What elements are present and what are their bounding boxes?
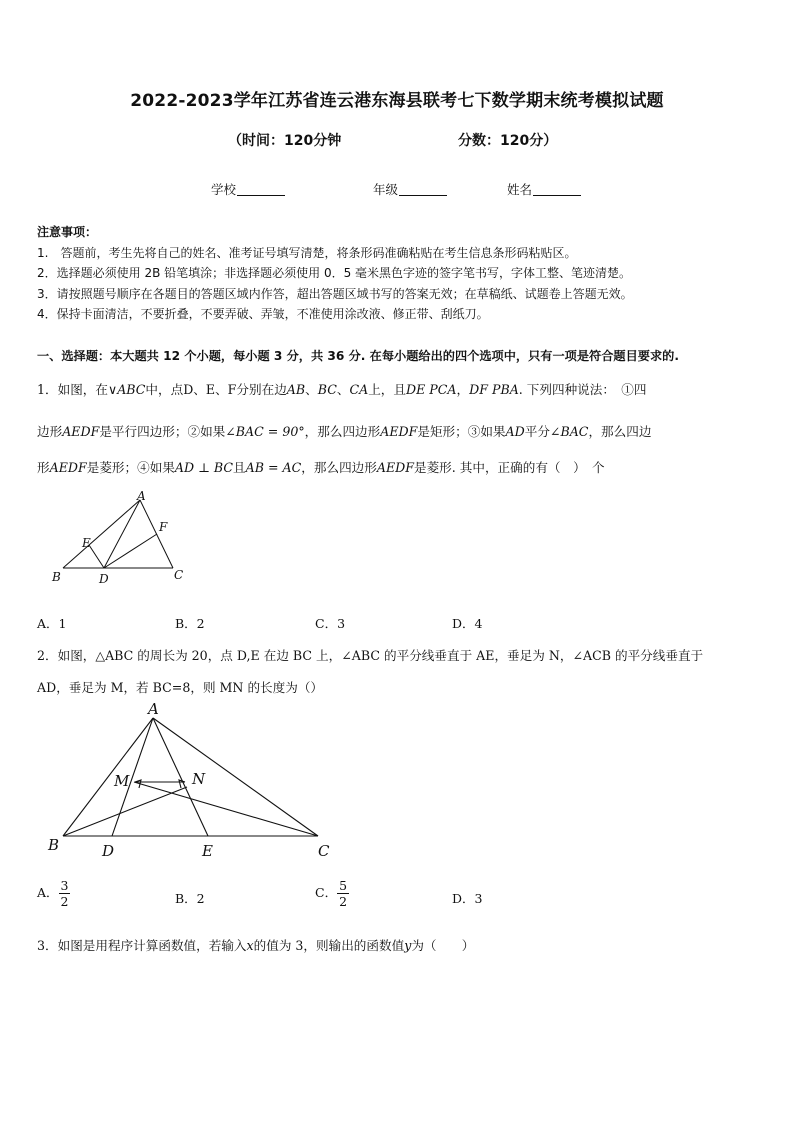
name-blank[interactable] bbox=[533, 182, 581, 196]
q2-line-2: AD，垂足为 M，若 BC=8，则 MN 的长度为（） bbox=[37, 680, 324, 695]
q2-option-c-fraction: $\frac{5}{2}$ bbox=[339, 878, 348, 909]
exam-score: 分数：120分） bbox=[458, 133, 558, 149]
q1-segment-df bbox=[104, 534, 157, 568]
q2-label-a: A bbox=[148, 700, 159, 718]
notes-item: 4．保持卡面清洁，不要折叠，不要弄破、弄皱，不准使用涂改液、修正带、刮纸刀。 bbox=[37, 307, 489, 321]
q1-label-a: A bbox=[137, 490, 146, 503]
section-title: 一、选择题：本大题共 12 个小题，每小题 3 分，共 36 分. 在每小题给出的四个选项中，只有一项是符合题目要求的. bbox=[37, 349, 679, 363]
school-label: 学校 bbox=[211, 182, 237, 197]
q2-label-b: B bbox=[48, 836, 60, 854]
q1-option-d[interactable]: D．4 bbox=[452, 616, 483, 631]
notes-item: 2．选择题必须使用 2B 铅笔填涂；非选择题必须使用 0．5 毫米黑色字迹的签字笔书写，字体工整、笔迹清楚。 bbox=[37, 266, 632, 280]
q1-line-1: 1．如图，在∨ABC中，点D、E、F分别在边AB、BC、CA上，且DE PCA，DF PBA. 下列四种说法： ①四 bbox=[37, 382, 647, 397]
q2-option-c[interactable]: C． $\frac{5}{2}$ bbox=[315, 878, 348, 909]
name-label: 姓名 bbox=[507, 182, 533, 197]
q2-right-angle-m bbox=[135, 780, 141, 788]
q2-line-1: 2．如图，△ABC 的周长为 20，点 D,E 在边 BC 上，∠ABC 的平分线垂直于 AE，垂足为 N，∠ACB 的平分线垂直于 bbox=[37, 648, 704, 663]
q2-label-n: N bbox=[192, 770, 206, 788]
grade-field bbox=[373, 180, 447, 198]
q1-label-d: D bbox=[99, 572, 109, 586]
q3-line-1: 3．如图是用程序计算函数值，若输入x的值为 3，则输出的函数值y为（ ） bbox=[37, 938, 475, 953]
notes-item: 3．请按照题号顺序在各题目的答题区域内作答，超出答题区域书写的答案无效；在草稿纸、试题卷上答题无效。 bbox=[37, 286, 633, 301]
q2-label-c: C bbox=[318, 842, 330, 860]
exam-time: （时间：120分钟 bbox=[228, 133, 342, 149]
q2-label-m: M bbox=[114, 772, 130, 790]
q1-line-2: 边形AEDF是平行四边形；②如果∠BAC = 90°，那么四边形AEDF是矩形；③如果AD平分∠BAC，那么四边 bbox=[37, 424, 652, 439]
exam-title: 2022-2023学年江苏省连云港东海县联考七下数学期末统考模拟试题 bbox=[130, 91, 664, 111]
q2-side-ac bbox=[153, 718, 318, 836]
q1-label-b: B bbox=[52, 570, 61, 584]
q1-figure bbox=[48, 490, 198, 586]
school-blank[interactable] bbox=[237, 182, 285, 196]
q2-option-a[interactable]: A． $\frac{3}{2}$ bbox=[37, 878, 69, 909]
notes-item: 1. 答题前，考生先将自己的姓名、准考证号填写清楚，将条形码准确粘贴在考生信息条形码粘贴区。 bbox=[37, 245, 577, 260]
grade-blank[interactable] bbox=[399, 182, 447, 196]
q1-label-e: E bbox=[82, 536, 91, 550]
q2-option-b[interactable]: B．2 bbox=[175, 891, 205, 906]
q1-side-ab bbox=[63, 500, 140, 568]
q2-bisector-c bbox=[134, 782, 318, 836]
q2-figure bbox=[44, 698, 344, 864]
q2-label-e: E bbox=[202, 842, 213, 860]
q1-label-c: C bbox=[174, 568, 184, 582]
q2-option-d[interactable]: D．3 bbox=[452, 891, 483, 906]
q1-segment-ed bbox=[89, 545, 104, 568]
q1-option-a[interactable]: A．1 bbox=[37, 616, 67, 631]
name-field bbox=[507, 180, 581, 198]
q1-option-b[interactable]: B．2 bbox=[175, 616, 205, 631]
q1-line-3: 形AEDF是菱形；④如果AD ⊥ BC且AB = AC，那么四边形AEDF是菱形. 其中，正确的有（ ） 个 bbox=[37, 460, 605, 475]
q1-segment-ad bbox=[104, 500, 140, 568]
q2-option-a-fraction: $\frac{3}{2}$ bbox=[60, 878, 69, 909]
notes-title: 注意事项： bbox=[37, 225, 98, 239]
q1-option-c[interactable]: C．3 bbox=[315, 616, 346, 631]
notes-block bbox=[37, 222, 767, 325]
q2-label-d: D bbox=[102, 842, 115, 860]
q1-label-f: F bbox=[159, 520, 168, 534]
grade-label: 年级 bbox=[373, 182, 399, 197]
school-field bbox=[211, 180, 285, 198]
